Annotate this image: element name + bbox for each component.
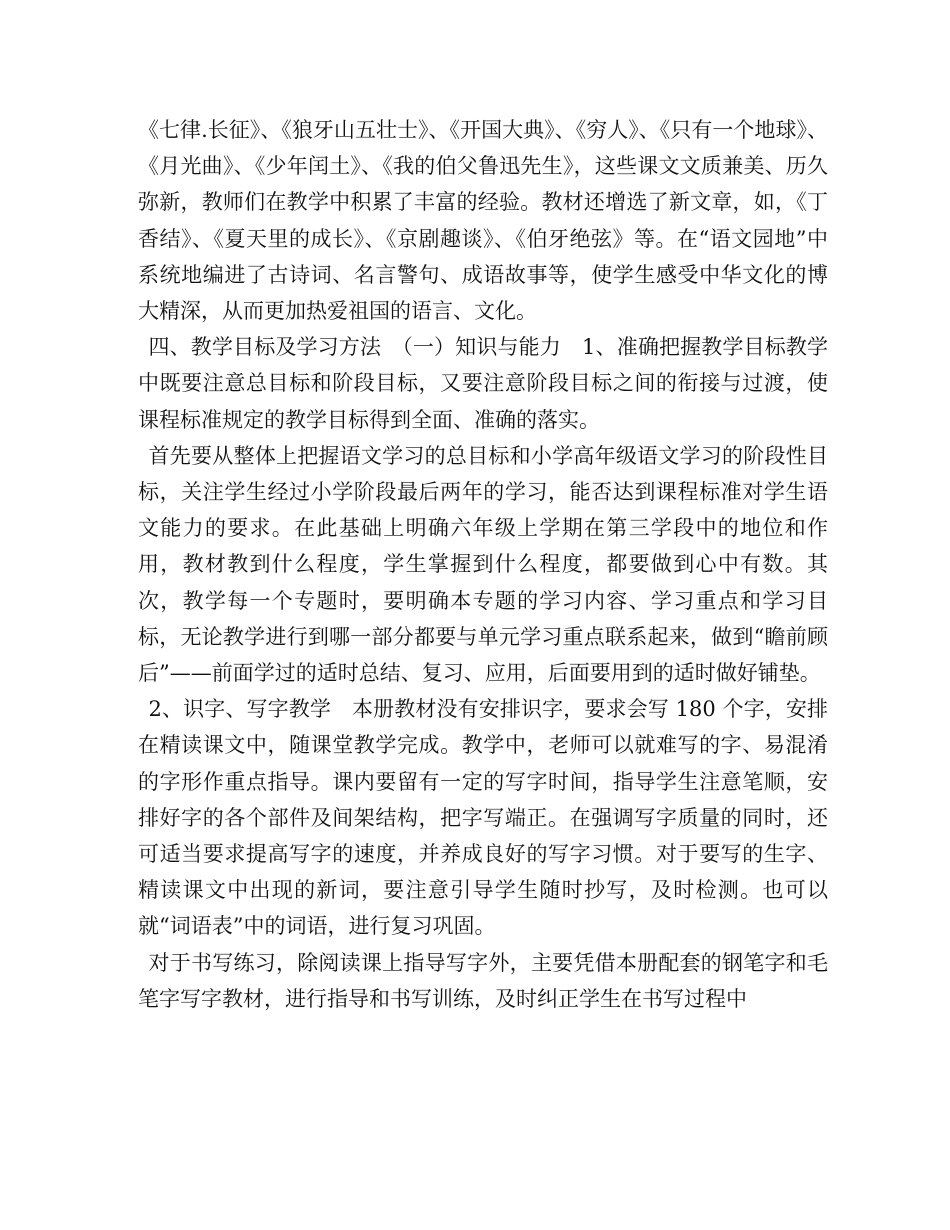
paragraph-writing-practice: 对于书写练习，除阅读课上指导写字外，主要凭借本册配套的钢笔字和毛笔字写字教材，进行指导和书写训练，及时纠正学生在书写过程中 [138,950,828,1011]
paragraph-lesson-list: 《七律.长征》、《狼牙山五壮士》、《开国大典》、《穷人》、《只有一个地球》、《月光曲》、《少年闰土》、《我的伯父鲁迅先生》，这些课文文质兼美、历久弥新，教师们在教学中积累了丰富的经验。教材还增选了新文章，如，《丁香结》、《夏天里的成长》、《京剧趣谈》、《伯牙绝弦》等。在“语文园地”中系统地编进了古诗词、名言警句、成语故事等，使学生感受中华文化的博大精深，从而更加热爱祖国的语言、文化。 [138,118,828,324]
paragraph-overall-goals: 首先要从整体上把握语文学习的总目标和小学高年级语文学习的阶段性目标，关注学生经过小学阶段最后两年的学习，能否达到课程标准对学生语文能力的要求。在此基础上明确六年级上学期在第三学段中的地位和作用，教材教到什么程度，学生掌握到什么程度，都要做到心中有数。其次，教学每一个专题时，要明确本专题的学习内容、学习重点和学习目标，无论教学进行到哪一部分都要与单元学习重点联系起来，做到“瞻前顾后”——前面学过的适时总结、复习、应用，后面要用到的适时做好铺垫。 [138,443,828,686]
paragraph-teaching-goals: 四、教学目标及学习方法 （一）知识与能力 1、准确把握教学目标教学中既要注意总目标和阶段目标，又要注意阶段目标之间的衔接与过渡，使课程标准规定的教学目标得到全面、准确的落实。 [138,335,828,432]
document-page [138,112,828,1017]
paragraph-writing-instruction: 2、识字、写字教学 本册教材没有安排识字，要求会写 180 个字，安排在精读课文中，随课堂教学完成。教学中，老师可以就难写的字、易混淆的字形作重点指导。课内要留有一定的写字时间，指导学生注意笔顺，安排好字的各个部件及间架结构，把字写端正。在强调写字质量的同时，还可适当要求提高写字的速度，并养成良好的写字习惯。对于要写的生字、精读课文中出现的新词，要注意引导学生随时抄写，及时检测。也可以就“词语表”中的词语，进行复习巩固。 [138,697,828,939]
